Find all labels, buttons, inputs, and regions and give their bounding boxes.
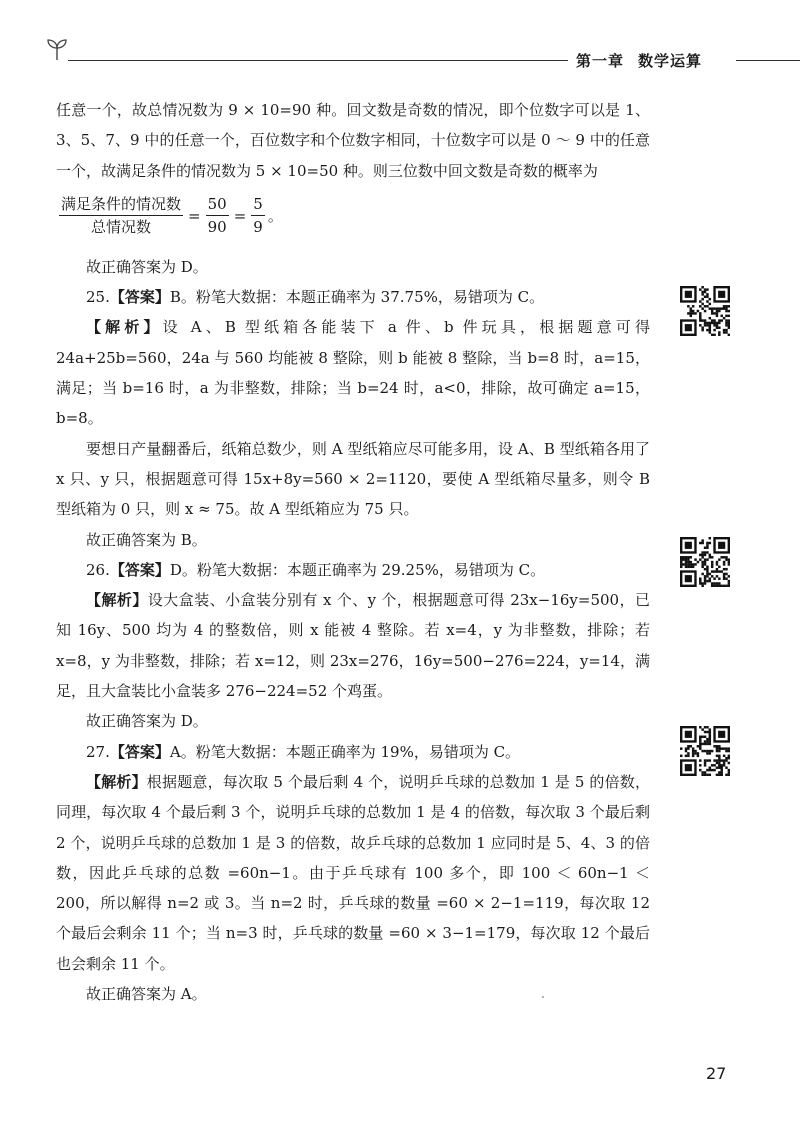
conclusion: 故正确答案为 D。 bbox=[86, 712, 208, 731]
fraction-value: $\frac{50}{90}$ bbox=[207, 195, 227, 237]
fraction-result: $\frac{5}{9}$ bbox=[253, 195, 263, 237]
scan-speck bbox=[542, 996, 544, 998]
conclusion: 故正确答案为 D。 bbox=[86, 257, 208, 276]
header-rule-right bbox=[736, 60, 800, 61]
qr-code-icon[interactable] bbox=[680, 286, 730, 336]
analysis-25-cont: 要想日产量翻番后，纸箱总数少，则 A 型纸箱应尽可能多用，设 A、B 型纸箱各用了 x 只、y 只，根据题意可得 15x+8y=560 × 2=1120，要使 A 型纸箱尽量多，则令 B 型纸箱为 0 只，则 x ≈ 75。故 A 型纸箱应为 75 只。 bbox=[56, 439, 650, 519]
qr-code-icon[interactable] bbox=[680, 726, 730, 776]
chapter-number: 第一章 bbox=[576, 52, 625, 70]
chapter-subject: 数学运算 bbox=[638, 52, 703, 70]
page-header bbox=[0, 0, 800, 80]
analysis-26: 【解析】设大盒装、小盒装分别有 x 个、y 个，根据题意可得 23x−16y=500，已知 16y、500 均为 4 的整数倍，则 x 能被 4 整除。若 x=4，y 为非整数，排除；若 x=8，y 为非整数，排除；若 x=12，则 23x=276，16y=500−276=224，y=14，满足，且大盒装比小盒装多 276−224=52 个鸡蛋。 bbox=[56, 591, 650, 701]
analysis-27: 【解析】根据题意，每次取 5 个最后剩 4 个，说明乒乓球的总数加 1 是 5 的倍数，同理，每次取 4 个最后剩 3 个，说明乒乓球的总数加 1 是 4 的倍数，每次取 3 个最后剩 2 个，说明乒乓球的总数加 1 是 3 的倍数，故乒乓球的总数加 1 应同时是 5、4、3 的倍数，因此乒乓球的总数 =60n−1。由于乒乓球有 100 多个，即 100 ＜ 60n−1 ＜ 200，所以解得 n=2 或 3。当 n=2 时，乒乓球的数量 =60 × 2−1=119，每次取 12 个最后会剩余 11 个；当 n=3 时，乒乓球的数量 =60 × 3−1=179，每次取 12 个最后也会剩余 11 个。 bbox=[56, 772, 650, 973]
chapter-title bbox=[576, 50, 702, 71]
header-rule-left bbox=[68, 60, 568, 61]
answer-25: 25.【答案】B。粉笔大数据：本题正确率为 37.75%，易错项为 C。 bbox=[86, 288, 545, 307]
answer-27: 27.【答案】A。粉笔大数据：本题正确率为 19%，易错项为 C。 bbox=[86, 742, 521, 761]
paragraph: 任意一个，故总情况数为 9 × 10=90 种。回文数是奇数的情况，即个位数字可以是 1、3、5、7、9 中的任意一个，百位数字和个位数字相同，十位数字可以是 0 ～ 9 中的任意一个，故满足条件的情况数为 5 × 10=50 种。则三位数中回文数是奇数的概率为 bbox=[56, 101, 650, 180]
conclusion: 故正确答案为 A。 bbox=[86, 985, 207, 1004]
qr-code-icon[interactable] bbox=[680, 537, 730, 587]
fraction-text: $\frac{\text{满足条件的情况数}}{\text{总情况数}}$ bbox=[61, 195, 182, 237]
analysis-25: 【解析】设 A、B 型纸箱各能装下 a 件、b 件玩具，根据题意可得 24a+25b=560，24a 与 560 均能被 8 整除，则 b 能被 8 整除，当 b=8 时，a=15，满足；当 b=16 时，a 为非整数，排除；当 b=24 时，a<0，排除，故可确定 a=15，b=8。 bbox=[56, 318, 650, 428]
conclusion: 故正确答案为 B。 bbox=[86, 530, 207, 549]
answer-26: 26.【答案】D。粉笔大数据：本题正确率为 29.25%，易错项为 C。 bbox=[86, 560, 546, 579]
page-body bbox=[56, 95, 650, 1009]
page-number: 27 bbox=[706, 1064, 727, 1083]
leaf-icon bbox=[46, 38, 68, 62]
probability-formula: $\frac{\text{满足条件的情况数}}{\text{总情况数}}$ = $\frac{50}{90}$ = $\frac{5}{9}$ 。 bbox=[61, 195, 283, 237]
